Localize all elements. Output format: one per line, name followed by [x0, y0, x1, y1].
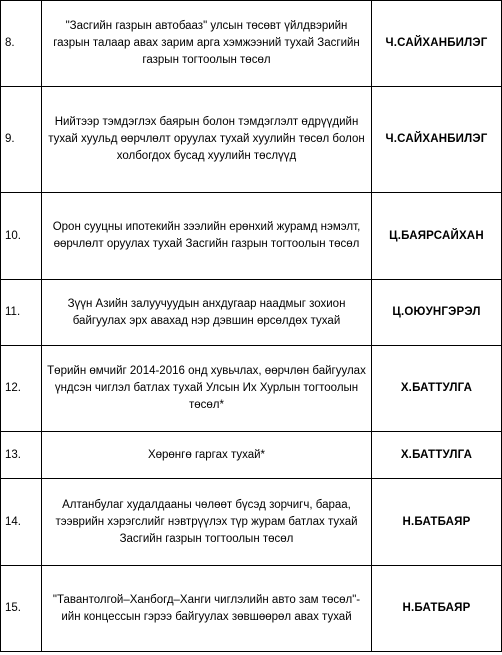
table-row [1, 280, 502, 346]
table-row [1, 346, 502, 432]
row-number: 13. [1, 432, 42, 479]
row-number: 15. [1, 566, 42, 652]
row-number: 11. [1, 280, 42, 346]
row-number: 12. [1, 346, 42, 432]
row-title: Алтанбулаг худалдааны чөлөөт бүсэд зорчигч, бараа, тээврийн хэрэгслийг нэвтрүүлэх түр журам батлах тухай Засгийн газрын тогтоолын төсөл [42, 479, 372, 566]
row-title: Орон сууцны ипотекийн зээлийн ерөнхий журамд нэмэлт, өөрчлөлт оруулах тухай Засгийн газрын тогтоолын төсөл [42, 193, 372, 280]
table-row [1, 566, 502, 652]
table-row [1, 432, 502, 479]
row-number: 8. [1, 1, 42, 87]
row-title: "Тавантолгой–Ханбогд–Ханги чиглэлийн авто зам төсөл"-ийн концессын гэрээ байгуулах зөвшөөрөл авах тухай [42, 566, 372, 652]
row-responsible: Ч.САЙХАНБИЛЭГ [372, 87, 502, 193]
row-title: Хөрөнгө гаргах тухай* [42, 432, 372, 479]
row-responsible: Ц.ОЮУНГЭРЭЛ [372, 280, 502, 346]
row-responsible: Х.БАТТУЛГА [372, 346, 502, 432]
row-responsible: Н.БАТБАЯР [372, 479, 502, 566]
table-row [1, 193, 502, 280]
row-title: "Засгийн газрын автобааз" улсын төсөвт үйлдвэрийн газрын талаар авах зарим арга хэмжээний тухай Засгийн газрын тогтоолын төсөл [42, 1, 372, 87]
row-responsible: Х.БАТТУЛГА [372, 432, 502, 479]
table-row [1, 1, 502, 87]
row-responsible: Ч.САЙХАНБИЛЭГ [372, 1, 502, 87]
table-row [1, 87, 502, 193]
row-title: Зүүн Азийн залуучуудын анхдугаар наадмыг зохион байгуулах эрх авахад нэр дэвшин өрсөлдөх тухай [42, 280, 372, 346]
row-title: Нийтээр тэмдэглэх баярын болон тэмдэглэлт өдрүүдийн тухай хуульд өөрчлөлт оруулах тухай хуулийн төсөл болон холбогдох бусад хуулийн төслүүд [42, 87, 372, 193]
row-number: 9. [1, 87, 42, 193]
row-number: 10. [1, 193, 42, 280]
row-number: 14. [1, 479, 42, 566]
row-responsible: Ц.БАЯРСАЙХАН [372, 193, 502, 280]
table-row [1, 479, 502, 566]
row-responsible: Н.БАТБАЯР [372, 566, 502, 652]
row-title: Төрийн өмчийг 2014-2016 онд хувьчлах, өөрчлөн байгуулах үндсэн чиглэл батлах тухай Улсын Их Хурлын тогтоолын төсөл* [42, 346, 372, 432]
